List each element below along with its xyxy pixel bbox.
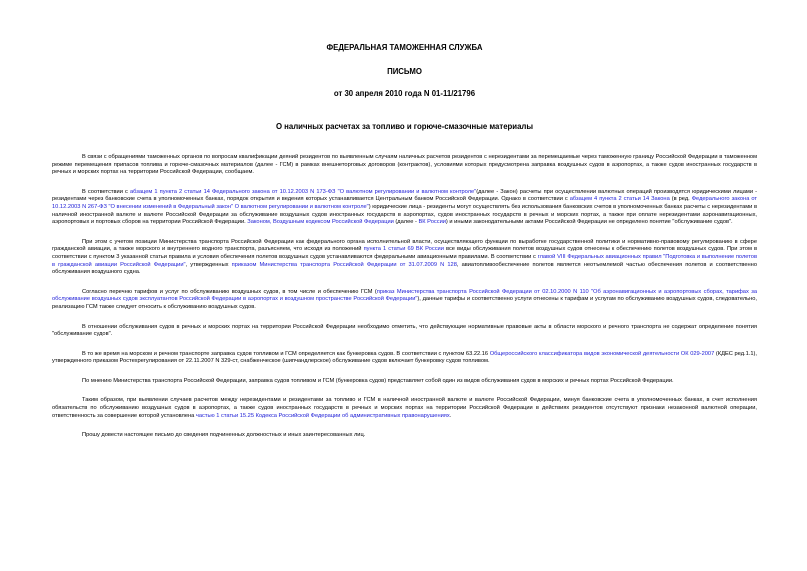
paragraph-8 bbox=[52, 397, 757, 420]
legal-reference-link[interactable]: частью 1 статьи 15.25 Кодекса Российской Федерации об административных правонарушениях bbox=[195, 412, 450, 419]
agency-heading: ФЕДЕРАЛЬНАЯ ТАМОЖЕННАЯ СЛУЖБА bbox=[326, 43, 483, 52]
document-type: ПИСЬМО bbox=[387, 67, 422, 76]
paragraph-text: При этом с учетом позиции Министерства транспорта Российской Федерации как федерального органа исполнительной власти, осуществляющего функции по выработке государственной политики и нормативно-правовому регулированию в сфере гражданской авиации, а также морского и внутреннего водного транспорта, разъясняем, что исходя из положений bbox=[52, 238, 757, 253]
paragraph-7 bbox=[52, 378, 757, 386]
paragraph-text: , утвержденных bbox=[185, 261, 232, 268]
paragraph-text: , авиатопливообеспечение полетов является неотъемлемой частью обеспечения полетов и соответственно обслуживания воздушного судна. bbox=[52, 261, 757, 276]
paragraph-text: Таким образом, при выявлении случаев расчетов между нерезидентами и резидентами за топливо и ГСМ в наличной иностранной валюте и валюте Российской Федерации, минуя банковские счета в уполномоченных банках, в счет исполнения обязательств по обслуживанию воздушных судов в аэропортах, а также судов иностранных государств в речных и морских портах на территории Российской Федерации в действиях резидентов отсутствуют признаки незаконной валютной операции, ответственность за совершение которой установлена bbox=[52, 397, 757, 419]
paragraph-text: В связи с обращениями таможенных органов по вопросам квалификации деяний резидентов по выявленным случаям наличных расчетов резидентов с нерезидентами за перемещаемые через таможенную границу Российской Федерации в таможенном режиме перемещения припасов топлива и горюче-смазочных материалов (далее - ГСМ) в рамках внешнеторговых договоров (контрактов), условиями которых предусмотрена заправка воздушных судов в аэропортах, а также судов иностранных государств в речных и морских портах на территории Российской Федерации, сообщаем. bbox=[52, 154, 757, 176]
paragraph-text: (далее - bbox=[393, 219, 419, 226]
legal-reference-link[interactable]: абзацем 1 пункта 2 статьи 14 Федерального закона от 10.12.2003 N 173-ФЗ "О валютном регулировании и валютном контроле" bbox=[129, 188, 477, 195]
legal-reference-link[interactable]: Общероссийского классификатора видов экономической деятельности ОК 029-2007 bbox=[489, 350, 715, 357]
paragraph-5 bbox=[52, 324, 757, 339]
paragraph-text: ) и иными законодательными актами Российской Федерации не определено понятие "обслуживание судов". bbox=[445, 219, 733, 226]
paragraph-text: В отношении обслуживания судов в речных и морских портах на территории Российской Федерации необходимо отметить, что действующие нормативные правовые акты в области морского и речного транспорта не содержат определение понятия "обслуживание судов". bbox=[52, 323, 757, 338]
document-body bbox=[52, 154, 757, 440]
paragraph-text: (далее - Закон) расчеты при осуществлении валютных операций производятся юридическими лицами - резидентами через банковские счета в уполномоченных банках, порядок открытия и ведения которых устанавливается Центральным банком Российской Федерации. Однако в соответствии с bbox=[52, 188, 757, 203]
paragraph-3 bbox=[52, 239, 757, 277]
paragraph-text: В соответствии с bbox=[82, 188, 130, 195]
legal-reference-link[interactable]: главой VIII Федеральных авиационных правил "Подготовка и выполнение полетов в гражданской авиации Российской Федерации" bbox=[52, 253, 757, 268]
legal-reference-link[interactable]: абзацем 4 пункта 2 статьи 14 Закона bbox=[569, 196, 670, 203]
paragraph-text: все виды обслуживания полетов воздушных судов отнесены к обеспечению полетов воздушных судов. При этом в соответствии с пунктом 3 указанной статьи правила и условия обеспечения полетов воздушных судов устанавливаются федеральными авиационными правилами. В соответствии с bbox=[52, 246, 757, 260]
paragraph-text: Согласно перечню тарифов и услуг по обслуживанию воздушных судов, в том числе и обеспечению ГСМ ( bbox=[82, 288, 377, 295]
paragraph-text: ) юридические лица - резиденты могут осуществлять без использования банковских счетов в уполномоченных банках расчеты с нерезидентами в наличной иностранной валюте и валюте Российской Федерации за обслуживание воздушных судов иностранных государств в аэропортах, судов иностранных государств в речных и морских портах, а также при оплате нерезидентами аэронавигационных, аэропортовых и портовых сборов на территории Российской Федерации. bbox=[52, 203, 757, 226]
paragraph-text: ), данные тарифы и соответственно услуги отнесены к тарифам и услугам по обслуживанию воздушных судов, следовательно, реализацию ГСМ также следует относить к обслуживанию воздушных судов. bbox=[52, 296, 757, 310]
legal-reference-link[interactable]: приказ Министерства транспорта Российской Федерации от 02.10.2000 N 110 "Об аэронавигационных и аэропортовых сборах, тарифах за обслуживание воздушных судов эксплуатантов Российской Федерации в аэропортах и воздушном пространстве Российской Федерации" bbox=[52, 288, 757, 303]
document-subject: О наличных расчетах за топливо и горюче-смазочные материалы bbox=[275, 122, 534, 131]
legal-reference-link[interactable]: пункта 1 статьи 69 ВК России bbox=[363, 246, 444, 253]
paragraph-9 bbox=[52, 432, 757, 440]
paragraph-text: В то же время на морском и речном транспорте заправка судов топливом и ГСМ определяется как бункеровка судов. В соответствии с пунктом 63.22.16 bbox=[82, 350, 490, 357]
paragraph-text: Прошу довести настоящее письмо до сведения подчиненных должностных и иных заинтересованных лиц. bbox=[82, 432, 366, 439]
paragraph-text: . bbox=[449, 412, 452, 419]
paragraph-6 bbox=[52, 351, 757, 366]
document-date-number: от 30 апреля 2010 года N 01-11/21796 bbox=[333, 89, 476, 98]
legal-reference-link[interactable]: приказом Министерства транспорта Российской Федерации от 31.07.2009 N 128 bbox=[231, 261, 457, 268]
legal-reference-link[interactable]: Законом, Воздушным кодексом Российской Федерации bbox=[247, 219, 394, 226]
paragraph-1 bbox=[52, 154, 757, 177]
legal-reference-link[interactable]: Федерального закона от 10.12.2003 N 267-ФЗ "О внесении изменений в Федеральный закон" О валютном регулировании и валютном контроле" bbox=[52, 196, 757, 210]
paragraph-text: (в ред. bbox=[669, 196, 692, 203]
paragraph-4 bbox=[52, 289, 757, 312]
paragraph-2 bbox=[52, 189, 757, 227]
paragraph-text: По мнению Министерства транспорта Российской Федерации, заправка судов топливом и ГСМ (бункеровка судов) представляет собой один из видов обслуживания судов в морских и речных портах Российской Федерации. bbox=[82, 377, 674, 384]
paragraph-text: (КДЕС ред.1.1), утвержденного приказом Ростехрегулирования от 22.11.2007 N 329-ст, снабженческое (шипчандлерское) обслуживание судов включает бункеровку судов топливом. bbox=[52, 350, 757, 365]
legal-reference-link[interactable]: ВК России bbox=[418, 219, 446, 226]
